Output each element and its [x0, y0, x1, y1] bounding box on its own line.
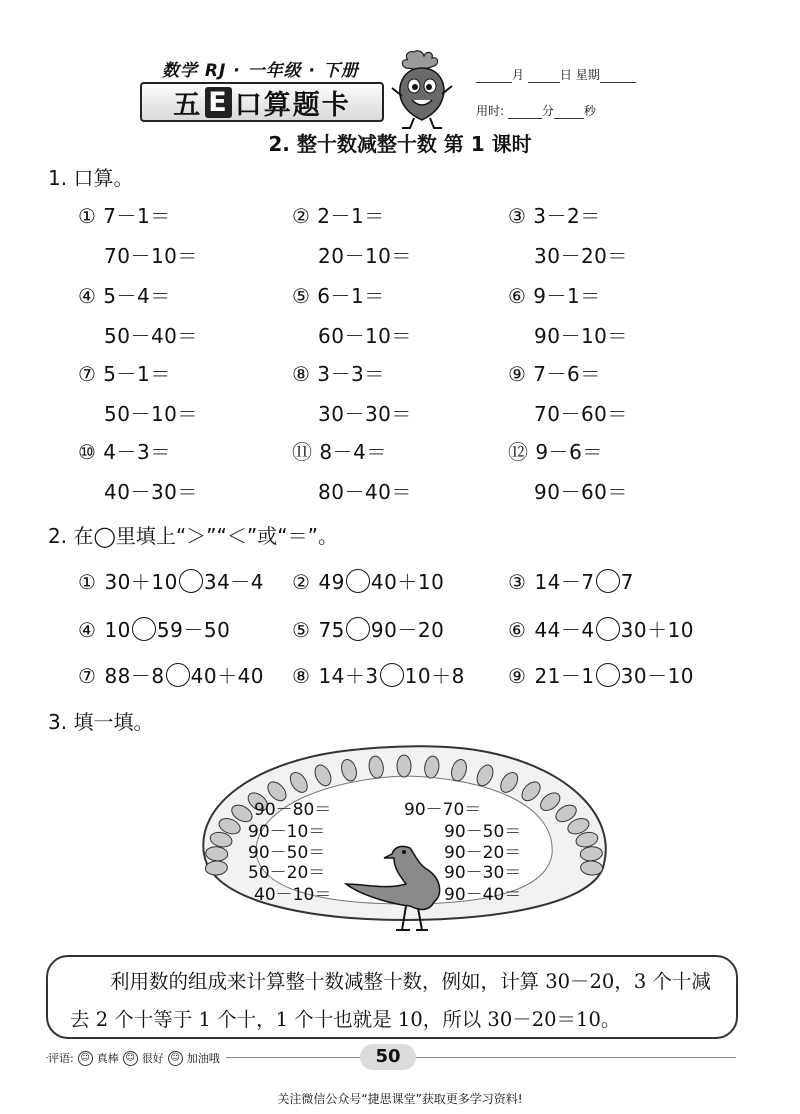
compare-item — [292, 660, 465, 689]
compare-item — [78, 614, 230, 643]
page-number: 50 — [360, 1044, 416, 1070]
oral-problem: ⑨ 7－6＝ — [508, 362, 601, 386]
left-expression: 30＋10 — [104, 570, 178, 594]
compare-circle[interactable] — [166, 663, 190, 687]
left-expression: 75 — [318, 618, 345, 642]
right-expression: 34－4 — [203, 570, 265, 594]
day-blank[interactable] — [528, 70, 560, 83]
oral-problem-tens: 80－40＝ — [318, 480, 412, 504]
day-label: 日 — [559, 68, 572, 82]
right-expression: 40＋10 — [370, 570, 445, 594]
oral-problem: ⑪ 8－4＝ — [292, 440, 387, 464]
compare-item — [292, 614, 444, 643]
time-line — [476, 102, 596, 119]
second-label: 秒 — [583, 104, 596, 118]
month-label: 月 — [512, 68, 525, 82]
second-blank[interactable] — [554, 106, 584, 119]
item-number: ② — [292, 570, 311, 594]
compare-item — [508, 660, 694, 689]
right-expression: 30－10 — [620, 664, 695, 688]
oral-problem-tens: 60－10＝ — [318, 324, 412, 348]
card-banner — [140, 82, 384, 122]
wechat-note: 关注微信公众号“捷思课堂”获取更多学习资料! — [277, 1092, 523, 1106]
smile-face-icon[interactable]: ☺ — [123, 1051, 138, 1066]
oral-problem-tens: 90－60＝ — [534, 480, 628, 504]
oral-problem-tens: 50－40＝ — [104, 324, 198, 348]
rating-label: 评语: — [48, 1052, 74, 1065]
weekday-label: 星期 — [575, 68, 600, 82]
left-expression: 14＋3 — [318, 664, 379, 688]
mascot-icon — [388, 48, 456, 130]
peacock-right-equation: 90－70＝ — [404, 800, 482, 820]
rating-cheer: 加油哦 — [186, 1052, 220, 1065]
peacock-right-equation: 90－40＝ — [444, 885, 522, 905]
compare-item — [292, 566, 444, 595]
compare-circle[interactable] — [346, 569, 370, 593]
oral-problem: ⑧ 3－3＝ — [292, 362, 385, 386]
peacock-left-equation: 90－80＝ — [254, 800, 332, 820]
left-expression: 44－4 — [534, 618, 595, 642]
item-number: ⑧ — [292, 664, 311, 688]
date-line — [476, 66, 636, 83]
oral-problem: ⑩ 4－3＝ — [78, 440, 171, 464]
oral-problem: ⑦ 5－1＝ — [78, 362, 171, 386]
left-expression: 88－8 — [104, 664, 165, 688]
right-expression: 7 — [620, 570, 634, 594]
item-number: ① — [78, 570, 97, 594]
oral-problem-tens: 50－10＝ — [104, 402, 198, 426]
compare-item — [78, 660, 264, 689]
oral-problem: ④ 5－4＝ — [78, 284, 171, 308]
item-number: ⑨ — [508, 664, 527, 688]
oral-problem-tens: 20－10＝ — [318, 244, 412, 268]
minute-label: 分 — [541, 104, 554, 118]
compare-item — [78, 566, 264, 595]
tip-text: 利用数的组成来计算整十数减整十数，例如，计算 30－20，3 个十减去 2 个十等于 1 个十，1 个十也就是 10，所以 30－20＝10。 — [70, 970, 711, 1031]
oral-problem: ③ 3－2＝ — [508, 204, 601, 228]
oral-problem: ⑥ 9－1＝ — [508, 284, 601, 308]
subject-line: 数学 RJ · 一年级 · 下册 — [162, 61, 359, 81]
oral-problem-tens: 30－30＝ — [318, 402, 412, 426]
banner-title: 口算题卡 — [234, 89, 351, 121]
compare-circle[interactable] — [596, 569, 620, 593]
left-expression: 21－1 — [534, 664, 595, 688]
time-label: 用时: — [476, 104, 505, 118]
compare-circle[interactable] — [596, 617, 620, 641]
compare-circle[interactable] — [380, 663, 404, 687]
peacock-left-equation: 50－20＝ — [248, 863, 326, 883]
item-number: ⑥ — [508, 618, 527, 642]
smile-face-icon[interactable]: ☺ — [168, 1051, 183, 1066]
rating-bar — [48, 1050, 226, 1066]
left-expression: 14－7 — [534, 570, 595, 594]
rating-good: 很好 — [141, 1052, 164, 1065]
banner-five: 五 — [173, 89, 203, 121]
compare-item — [508, 566, 634, 595]
compare-item — [508, 614, 694, 643]
compare-circle[interactable] — [132, 617, 156, 641]
section2-title: 2. 在◯里填上“＞”“＜”或“＝”。 — [48, 524, 338, 548]
left-expression: 10 — [104, 618, 131, 642]
peacock-right-equation: 90－20＝ — [444, 843, 522, 863]
right-expression: 90－20 — [370, 618, 445, 642]
lesson-title: 2. 整十数减整十数 第 1 课时 — [268, 132, 532, 156]
peacock-left-equation: 40－10＝ — [254, 885, 332, 905]
section1-title: 1. 口算。 — [48, 166, 134, 190]
compare-circle[interactable] — [596, 663, 620, 687]
minute-blank[interactable] — [508, 106, 542, 119]
weekday-blank[interactable] — [600, 70, 636, 83]
oral-problem: ① 7－1＝ — [78, 204, 171, 228]
item-number: ⑦ — [78, 664, 97, 688]
rating-great: 真棒 — [96, 1052, 119, 1065]
right-expression: 10＋8 — [404, 664, 465, 688]
month-blank[interactable] — [476, 70, 512, 83]
feather-eye — [397, 755, 411, 777]
right-expression: 59－50 — [156, 618, 231, 642]
oral-problem: ⑫ 9－6＝ — [508, 440, 603, 464]
oral-problem-tens: 30－20＝ — [534, 244, 628, 268]
peacock-left-equation: 90－10＝ — [248, 822, 326, 842]
oral-problem: ⑤ 6－1＝ — [292, 284, 385, 308]
oral-problem-tens: 40－30＝ — [104, 480, 198, 504]
item-number: ③ — [508, 570, 527, 594]
peacock-right-equation: 90－30＝ — [444, 863, 522, 883]
peacock-right-equation: 90－50＝ — [444, 822, 522, 842]
compare-circle[interactable] — [346, 617, 370, 641]
banner-e: E — [205, 87, 231, 118]
section3-title: 3. 填一填。 — [48, 710, 154, 734]
oral-problem-tens: 70－10＝ — [104, 244, 198, 268]
oral-problem: ② 2－1＝ — [292, 204, 385, 228]
peacock-left-equation: 90－50＝ — [248, 843, 326, 863]
oral-problem-tens: 70－60＝ — [534, 402, 628, 426]
left-expression: 49 — [318, 570, 345, 594]
smile-face-icon[interactable]: ☺ — [78, 1051, 93, 1066]
item-number: ⑤ — [292, 618, 311, 642]
right-expression: 30＋10 — [620, 618, 695, 642]
oral-problem-tens: 90－10＝ — [534, 324, 628, 348]
item-number: ④ — [78, 618, 97, 642]
right-expression: 40＋40 — [190, 664, 265, 688]
compare-circle[interactable] — [179, 569, 203, 593]
